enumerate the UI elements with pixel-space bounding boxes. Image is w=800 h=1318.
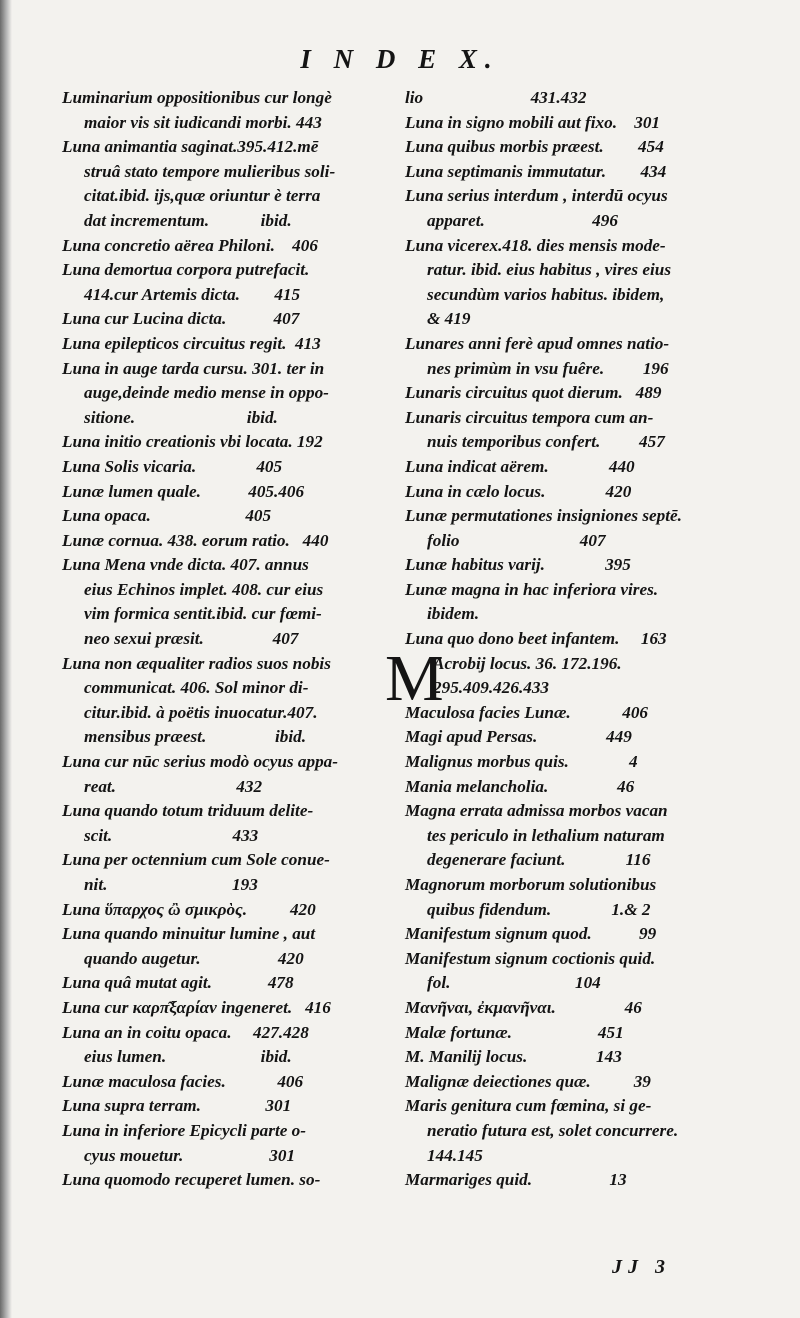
index-line: apparet. 496 (427, 210, 618, 230)
index-line: Luna in auge tarda cursu. 301. ter in (62, 358, 325, 378)
index-line: Lunæ magna in hac inferiora vires. (405, 579, 659, 599)
index-line: Luna quando totum triduum delite- (62, 801, 314, 821)
index-line: Magna errata admissa morbos vacan (405, 801, 668, 821)
index-line: Lunæ maculosa facies. 406 (62, 1071, 304, 1091)
index-line: Lunares anni ferè apud omnes natio- (405, 333, 670, 353)
index-entry (62, 750, 397, 799)
index-entry (62, 922, 397, 971)
index-line: Lunaris circuitus tempora cum an- (405, 407, 654, 427)
index-entry (405, 406, 740, 455)
index-entry (405, 725, 740, 750)
index-line: Luna quomodo recuperet lumen. so- (62, 1170, 321, 1190)
index-line: Luna quâ mutat agit. 478 (62, 973, 294, 993)
index-line: degenerare faciunt. 116 (427, 850, 651, 870)
index-entry (405, 799, 740, 873)
index-entry (62, 86, 397, 135)
index-entry (405, 750, 740, 775)
index-entry (62, 357, 397, 431)
index-entry (62, 480, 397, 505)
index-entry (405, 135, 740, 160)
index-line: nit. 193 (84, 875, 258, 894)
index-line: Luna septimanis immutatur. 434 (405, 161, 667, 181)
index-line: Luna initio creationis vbi locata. 192 (62, 432, 323, 452)
index-line: Malignus morbus quis. 4 (405, 752, 638, 772)
index-line: struâ stato tempore mulieribus soli- (84, 161, 336, 181)
index-line: scit. 433 (84, 825, 259, 845)
index-entry (62, 652, 397, 750)
index-entry (62, 529, 397, 554)
index-line: Lunæ habitus varij. 395 (405, 555, 631, 575)
index-entry (62, 307, 397, 332)
index-line: Luna animantia saginat.395.412.mē (62, 137, 319, 157)
index-line: nuis temporibus confert. 457 (427, 432, 665, 452)
index-entry (62, 332, 397, 357)
index-line: Luna cur Lucina dicta. 407 (62, 309, 300, 329)
index-line: Acrobij locus. 36. 172.196. (433, 653, 622, 673)
index-entry (405, 553, 740, 578)
index-entry (405, 873, 740, 922)
index-line: Maris genitura cum fœmina, si ge- (405, 1096, 652, 1116)
index-line: Mania melancholia. 46 (405, 776, 635, 796)
index-line: Luna concretio aërea Philoni. 406 (62, 235, 318, 255)
signature-mark: JJ 3 (612, 1256, 671, 1278)
index-entry (62, 898, 397, 923)
index-line: communicat. 406. Sol minor di- (84, 678, 309, 698)
index-line: Luna in signo mobili aut fixo. 301 (405, 112, 661, 132)
index-entry (405, 234, 740, 332)
index-line: 414.cur Artemis dicta. 415 (84, 284, 301, 304)
index-line: Manifestum signum coctionis quid. (405, 948, 656, 968)
index-line: citur.ibid. à poëtis inuocatur.407. (84, 702, 318, 722)
index-entry (405, 381, 740, 406)
index-entry (62, 1119, 397, 1168)
index-line: M. Manilij locus. 143 (405, 1047, 622, 1067)
index-line: mensibus præest. ibid. (84, 727, 307, 747)
index-line: vim formica sentit.ibid. cur fœmi- (84, 604, 322, 624)
index-entry (62, 430, 397, 455)
index-entry (405, 160, 740, 185)
index-line: Lunæ permutationes insigniones septē. (405, 506, 682, 526)
index-line: reat. 432 (84, 776, 263, 796)
index-line: quibus fidendum. 1.& 2 (427, 899, 651, 919)
index-line: nes primùm in vsu fuêre. 196 (427, 358, 669, 378)
index-line: Luna non æqualiter radios suos nobis (62, 653, 331, 673)
index-line: eius Echinos implet. 408. cur eius (84, 579, 324, 599)
index-line: citat.ibid. ijs,quæ oriuntur è terra (84, 186, 321, 206)
index-line: Luna ὕπαρχος ὢ σμικρὸς. 420 (62, 899, 316, 919)
index-line: Luna epilepticos circuitus regit. 413 (62, 333, 321, 353)
index-line: Malignæ deiectiones quæ. 39 (405, 1071, 651, 1091)
index-entry (405, 1021, 740, 1046)
index-entry (62, 848, 397, 897)
index-entry (62, 996, 397, 1021)
index-line: Luna cur καρπ͂ξαρίαν ingeneret. 416 (62, 997, 331, 1017)
index-line: ratur. ibid. eius habitus , vires eius (427, 260, 672, 280)
index-entry (405, 332, 740, 381)
index-line: auge,deinde medio mense in oppo- (84, 383, 329, 403)
index-line: Luna per octennium cum Sole conue- (62, 850, 330, 870)
index-line: secundùm varios habitus. ibidem, (427, 284, 665, 304)
index-entry (62, 1070, 397, 1095)
drop-cap: M (385, 641, 444, 715)
index-entry (62, 971, 397, 996)
index-entry (405, 627, 740, 652)
index-line: Luna Mena vnde dicta. 407. annus (62, 555, 309, 575)
index-entry (62, 258, 397, 307)
index-line: Μανῆναι, ἐκμανῆναι. 46 (405, 997, 642, 1017)
index-line: lio 431.432 (405, 88, 587, 107)
index-entry (405, 455, 740, 480)
index-line: eius lumen. ibid. (84, 1047, 292, 1067)
index-line: quando augetur. 420 (84, 948, 304, 968)
index-line: neo sexui præsit. 407 (84, 629, 299, 649)
index-line: Luna quo dono beet infantem. 163 (405, 629, 667, 649)
index-column-right (385, 86, 740, 1193)
index-line: dat incrementum. ibid. (84, 210, 292, 230)
index-entry (405, 947, 740, 996)
index-line: tes periculo in lethalium naturam (427, 825, 665, 845)
index-entry (62, 1094, 397, 1119)
index-line: Luna opaca. 405 (62, 506, 272, 526)
index-entry (62, 234, 397, 259)
index-line: Malæ fortunæ. 451 (405, 1022, 624, 1042)
index-entry (62, 553, 397, 651)
index-entry (405, 578, 740, 627)
index-line: Magi apud Persas. 449 (405, 727, 632, 747)
index-line: Luna vicerex.418. dies mensis mode- (405, 235, 666, 255)
page-gutter-shadow (0, 0, 12, 1318)
index-line: Lunaris circuitus quot dierum. 489 (405, 383, 662, 403)
index-line: Magnorum morborum solutionibus (405, 875, 657, 894)
index-line: Luna an in coitu opaca. 427.428 (62, 1022, 309, 1042)
index-line: neratio futura est, solet concurrere. (427, 1120, 679, 1140)
index-entry (405, 701, 740, 726)
index-line: Maculosa facies Lunæ. 406 (405, 702, 649, 722)
index-line: Manifestum signum quod. 99 (405, 924, 657, 944)
index-column-left (62, 86, 397, 1193)
index-line: Luna in cælo locus. 420 (405, 481, 632, 501)
index-entry (405, 184, 740, 233)
index-line: Luna quando minuitur lumine , aut (62, 924, 316, 944)
index-line: & 419 (427, 309, 471, 329)
index-line: Luna indicat aërem. 440 (405, 456, 635, 476)
index-line: Luna supra terram. 301 (62, 1096, 292, 1116)
index-line: Luna serius interdum , interdū ocyus (405, 186, 668, 206)
index-entry (405, 1094, 740, 1168)
index-line: Luminarium oppositionibus cur longè (62, 88, 332, 107)
index-line: sitione. ibid. (84, 407, 278, 427)
index-line: Luna cur nūc serius modò ocyus appa- (62, 752, 338, 772)
index-line: Marmariges quid. 13 (405, 1170, 627, 1190)
index-line: 144.145 (427, 1145, 483, 1165)
index-line: maior vis sit iudicandi morbi. 443 (84, 112, 322, 132)
index-line: folio 407 (427, 530, 606, 550)
index-entry (405, 86, 740, 111)
index-entry (62, 455, 397, 480)
index-line: Lunæ lumen quale. 405.406 (62, 481, 305, 501)
index-entry (405, 1045, 740, 1070)
index-line: ibidem. (427, 604, 480, 624)
index-entry (405, 1168, 740, 1193)
index-line: 295.409.426.433 (433, 678, 550, 698)
index-entry (62, 1021, 397, 1070)
index-entry (405, 996, 740, 1021)
index-entry (405, 504, 740, 553)
index-entry (405, 922, 740, 947)
index-entry (405, 1070, 740, 1095)
index-line: Luna Solis vicaria. 405 (62, 456, 283, 476)
index-line: Luna quibus morbis præest. 454 (405, 137, 664, 157)
index-entry (62, 799, 397, 848)
index-entry (405, 775, 740, 800)
index-entry (62, 135, 397, 233)
index-line: fol. 104 (427, 973, 601, 993)
index-line: Luna demortua corpora putrefacit. (62, 260, 310, 280)
index-entry (62, 1168, 397, 1193)
index-line: cyus mouetur. 301 (84, 1145, 296, 1165)
page-title: I N D E X. (300, 44, 500, 74)
index-entry (405, 480, 740, 505)
index-entry (405, 111, 740, 136)
index-line: Lunæ cornua. 438. eorum ratio. 440 (62, 530, 329, 550)
index-entry (62, 504, 397, 529)
index-line: Luna in inferiore Epicycli parte o- (62, 1120, 306, 1140)
